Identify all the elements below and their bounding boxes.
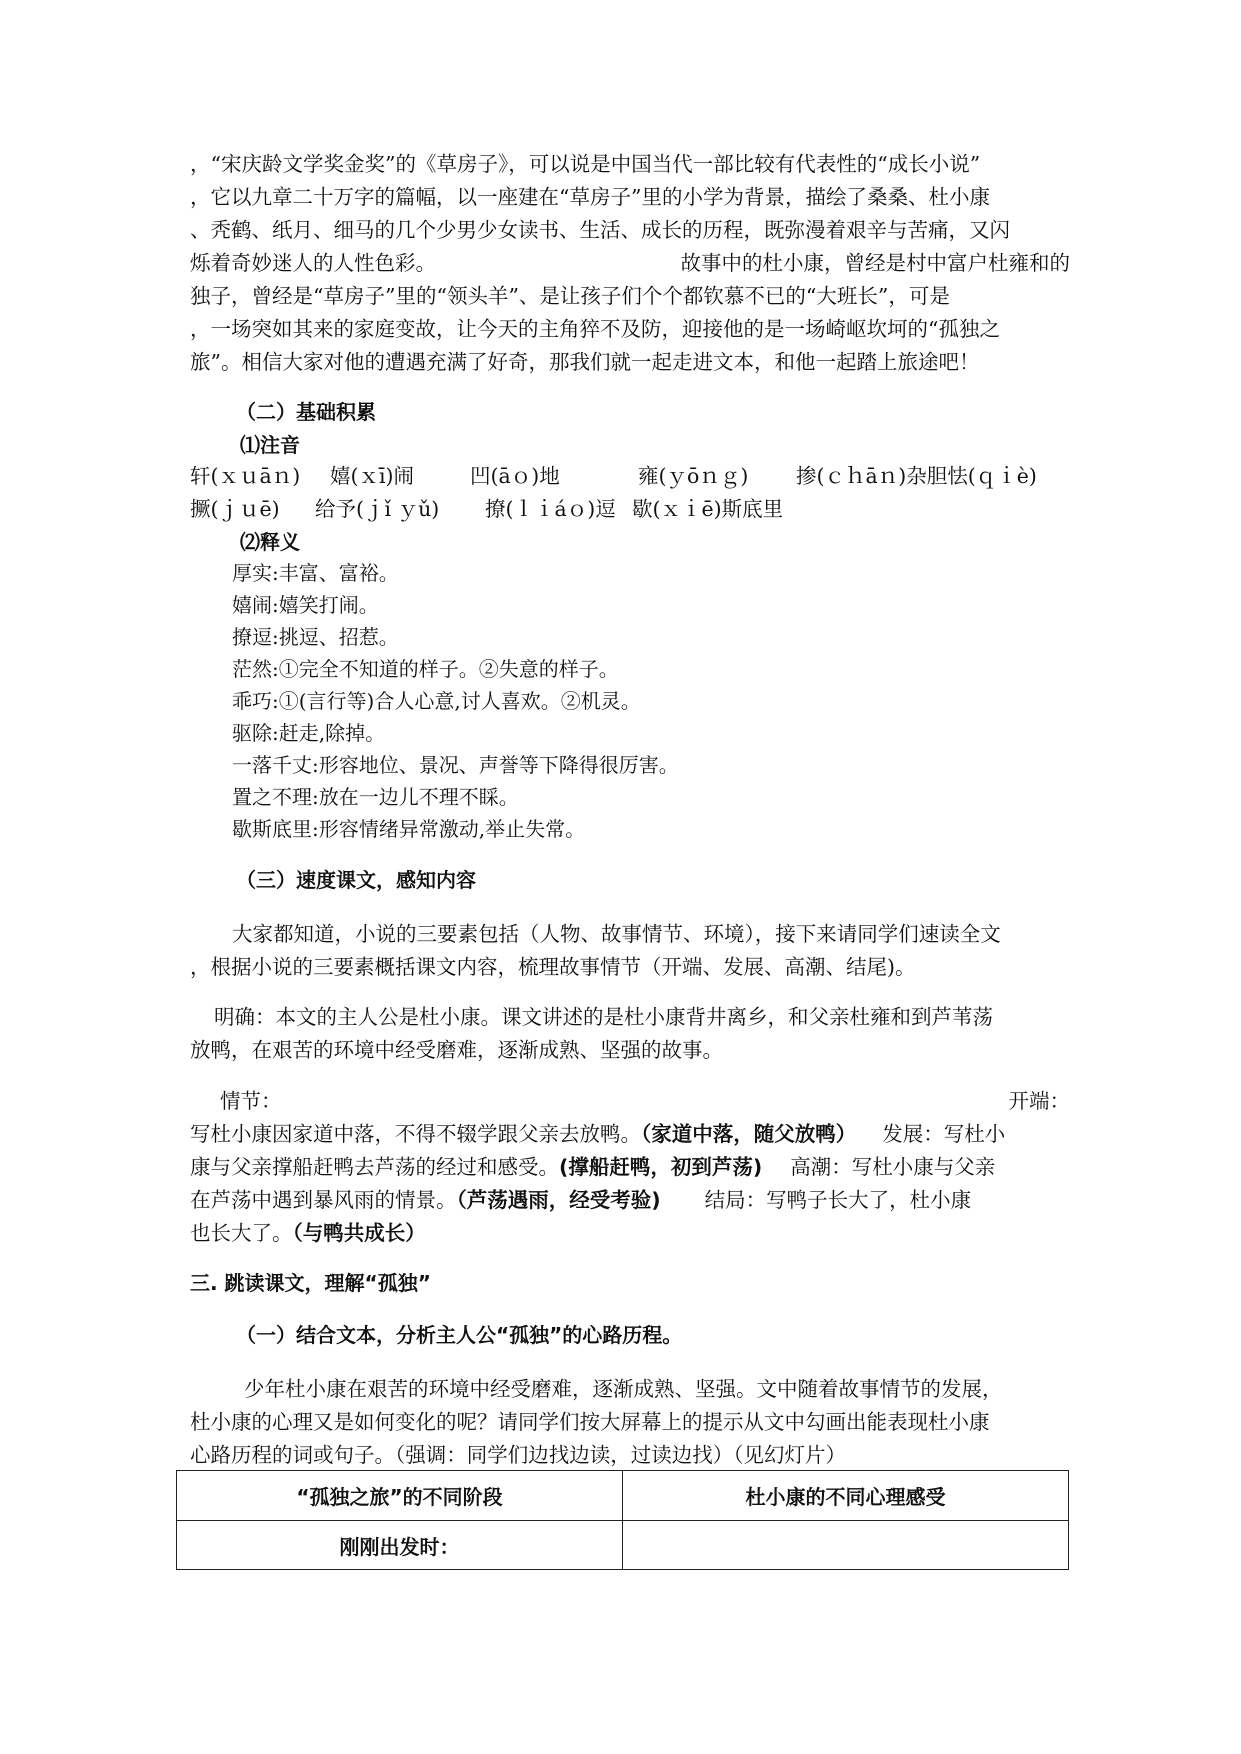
plot-keyword: （与鸭共成长） — [292, 1221, 426, 1245]
definition-item: 茫然:①完全不知道的样子。②失意的样子。 — [232, 657, 619, 681]
pinyin-item: 轩(ｘｕāｎ) — [190, 464, 301, 488]
intro-line-4b: 故事中的杜小康，曾经是村中富户杜雍和的 — [680, 251, 1070, 275]
intro-line-6: ，一场突如其来的家庭变故，让今天的主角猝不及防，迎接他的是一场崎岖坎坷的“孤独之 — [190, 317, 1000, 341]
pinyin-line-2 — [190, 493, 1070, 526]
intro-line-4a: 烁着奇妙迷人的人性色彩。 — [190, 251, 436, 275]
intro-line-2: ，它以九章二十万字的篇幅，以一座建在“草房子”里的小学为背景，描绘了桑桑、杜小康 — [190, 185, 990, 209]
table-header-cell: 杜小康的不同心理感受 — [623, 1471, 1069, 1521]
table-cell: 刚刚出发时： — [177, 1521, 623, 1570]
plot-start-label: 开端： — [1008, 1089, 1070, 1113]
section-2-heading: （二）基础积累 — [236, 400, 376, 424]
intro-line-1: ，“宋庆龄文学奖金奖”的《草房子》，可以说是中国当代一部比较有代表性的“成长小说” — [190, 152, 981, 176]
pinyin-subheading: ⑴注音 — [240, 433, 300, 457]
table-header-cell: “孤独之旅”的不同阶段 — [177, 1471, 623, 1521]
plot-line-2 — [190, 1118, 1070, 1151]
section-3-heading: （三）速度课文，感知内容 — [236, 868, 476, 892]
plot-line-1 — [220, 1085, 1070, 1118]
plot-text: 也长大了。 — [190, 1221, 293, 1245]
pinyin-item: 雍(ｙōｎｇ) — [638, 464, 749, 488]
plot-line-3 — [190, 1151, 1070, 1184]
answer-line-1: 明确：本文的主人公是杜小康。课文讲述的是杜小康背井离乡，和父亲杜雍和到芦苇荡 — [214, 1005, 993, 1029]
definition-item: 嬉闹:嬉笑打闹。 — [232, 593, 379, 617]
definition-item: 驱除:赶走,除掉。 — [232, 721, 386, 745]
pinyin-line-1 — [190, 460, 1070, 493]
pinyin-item: 给予(ｊǐ ｙǔ) — [315, 497, 440, 521]
definition-item: 乖巧:①(言行等)合人心意,讨人喜欢。②机灵。 — [232, 689, 641, 713]
definition-item: 置之不理:放在一边儿不理不睬。 — [232, 785, 519, 809]
part-3-line-2: 杜小康的心理又是如何变化的呢？请同学们按大屏幕上的提示从文中勾画出能表现杜小康 — [190, 1410, 990, 1434]
definition-item: 一落千丈:形容地位、景况、声誉等下降得很厉害。 — [232, 753, 679, 777]
intro-line-4 — [190, 247, 1070, 280]
intro-line-3: 、秃鹤、纸月、细马的几个少男少女读书、生活、成长的历程，既弥漫着艰辛与苦痛，又闪 — [190, 218, 1010, 242]
table-cell — [623, 1521, 1069, 1570]
plot-label: 情节： — [220, 1089, 282, 1113]
pinyin-item: 撅(ｊｕē) — [190, 497, 280, 521]
table-row — [177, 1521, 1069, 1570]
pinyin-item: 歇(ｘｉē)斯底里 — [632, 497, 784, 521]
plot-keyword: （家道中落，随父放鸭） — [641, 1122, 857, 1146]
intro-line-5: 独子，曾经是“草房子”里的“领头羊”、是让孩子们个个都钦慕不已的“大班长”，可是 — [190, 284, 950, 308]
plot-keyword: (撑船赶鸭，初到芦荡) — [559, 1155, 763, 1179]
part-3-line-3: 心路历程的词或句子。（强调：同学们边找边读，过读边找）（见幻灯片） — [190, 1443, 846, 1467]
part-3-heading: 三. 跳读课文，理解“孤独” — [190, 1271, 431, 1295]
part-3-subheading: （一）结合文本，分析主人公“孤独”的心路历程。 — [236, 1323, 683, 1347]
plot-keyword: （芦荡遇雨，经受考验) — [456, 1188, 661, 1212]
plot-text: 在芦荡中遇到暴风雨的情景。 — [190, 1188, 457, 1212]
plot-text: 结局：写鸭子长大了，杜小康 — [704, 1188, 972, 1212]
psychology-table — [176, 1470, 1069, 1570]
summary-line-1: 大家都知道，小说的三要素包括（人物、故事情节、环境），接下来请同学们速读全文 — [232, 922, 1001, 946]
intro-line-7: 旅”。相信大家对他的遭遇充满了好奇，那我们就一起走进文本，和他一起踏上旅途吧！ — [190, 350, 980, 374]
definition-item: 撩逗:挑逗、招惹。 — [232, 625, 399, 649]
summary-line-2: ，根据小说的三要素概括课文内容，梳理故事情节（开端、发展、高潮、结尾)。 — [190, 955, 916, 979]
pinyin-item: 掺(ｃｈāｎ)杂胆怯(ｑｉè) — [796, 464, 1037, 488]
table-header-row — [177, 1471, 1069, 1521]
pinyin-item: 凹(āｏ)地 — [470, 464, 560, 488]
plot-text: 写杜小康因家道中落，不得不辍学跟父亲去放鸭。 — [190, 1122, 641, 1146]
pinyin-item: 嬉(ｘī)闹 — [330, 464, 415, 488]
plot-text: 高潮：写杜小康与父亲 — [790, 1155, 996, 1179]
plot-text: 康与父亲撑船赶鸭去芦荡的经过和感受。 — [190, 1155, 559, 1179]
answer-line-2: 放鸭，在艰苦的环境中经受磨难，逐渐成熟、坚强的故事。 — [190, 1038, 723, 1062]
plot-line-5 — [190, 1217, 1070, 1250]
pinyin-item: 撩(ｌｉáｏ)逗 — [485, 497, 616, 521]
plot-text: 发展：写杜小 — [882, 1122, 1006, 1146]
definition-item: 歇斯底里:形容情绪异常激动,举止失常。 — [232, 817, 586, 841]
part-3-line-1: 少年杜小康在艰苦的环境中经受磨难，逐渐成熟、坚强。文中随着故事情节的发展， — [244, 1377, 1003, 1401]
definition-item: 厚实:丰富、富裕。 — [232, 561, 399, 585]
plot-line-4 — [190, 1184, 1070, 1217]
definition-subheading: ⑵释义 — [240, 530, 300, 554]
